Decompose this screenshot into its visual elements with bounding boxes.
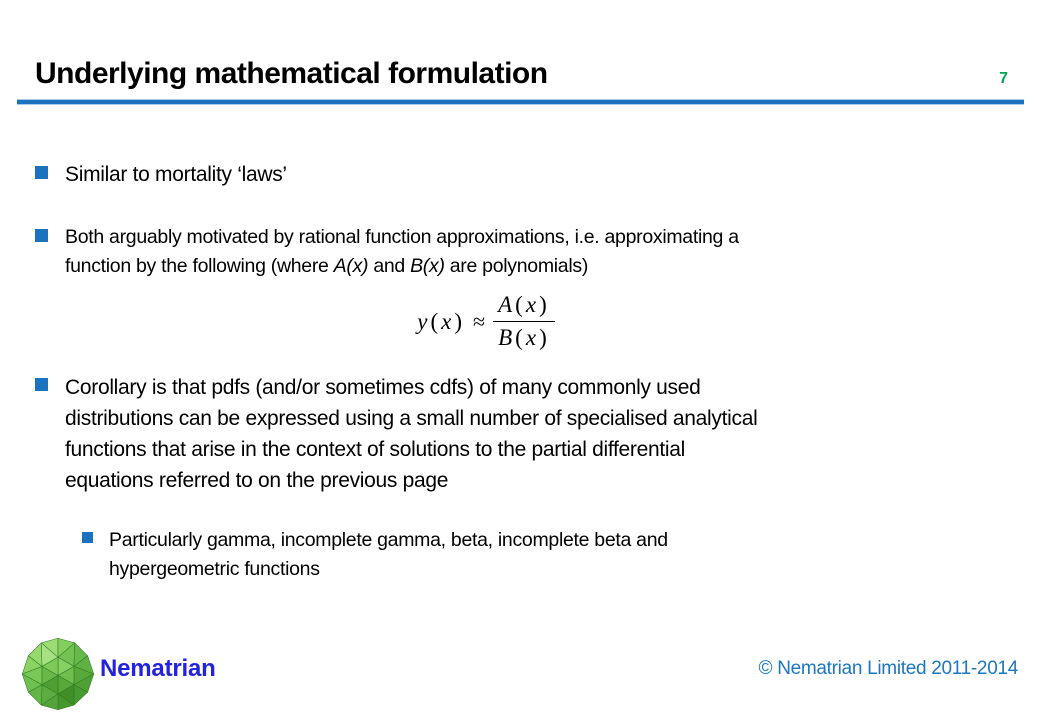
bullet-text — [65, 372, 757, 496]
paren-open: ( — [515, 325, 523, 350]
text-run: are polynomials) — [444, 255, 589, 277]
bullet-text — [109, 526, 668, 584]
bullet-rational-function-approximations — [35, 223, 739, 281]
bullet-text: Similar to mortality ‘laws’ — [65, 163, 287, 186]
nematrian-polyhedron-logo — [20, 636, 96, 712]
fraction-denominator — [493, 322, 555, 352]
bullet-line: Corollary is that pdfs (and/or sometimes cdfs) of many commonly used — [65, 376, 701, 399]
bullet-square-icon — [82, 532, 93, 543]
math-var-x: x — [441, 308, 452, 334]
math-var-x: x — [525, 325, 537, 350]
bullet-square-icon — [35, 166, 48, 179]
bullet-line: functions that arise in the context of solutions to the partial differential — [65, 438, 686, 461]
paren-open: ( — [430, 308, 439, 334]
bullet-text — [65, 223, 739, 281]
bullet-line: hypergeometric functions — [109, 558, 320, 580]
copyright-notice: © Nematrian Limited 2011-2014 — [758, 658, 1018, 679]
text-run: and — [368, 255, 411, 277]
brand-wordmark: Nematrian — [100, 655, 216, 682]
paren-close: ) — [539, 325, 547, 350]
bullet-square-icon — [35, 229, 48, 242]
fraction-numerator — [493, 291, 555, 322]
bullet-line: Particularly gamma, incomplete gamma, beta, incomplete beta and — [109, 529, 668, 551]
bullet-line — [65, 252, 739, 281]
formula-block — [0, 291, 1040, 352]
sub-bullet-special-functions — [82, 526, 668, 584]
page-number: 7 — [999, 70, 1008, 87]
bullet-similar-to-mortality-laws — [35, 160, 287, 190]
paren-open: ( — [515, 292, 523, 317]
title-underline-rule — [17, 99, 1024, 105]
paren-close: ) — [539, 292, 547, 317]
bullet-line: equations referred to on the previous page — [65, 469, 449, 492]
formula-lhs — [417, 309, 465, 335]
math-var-x: x — [525, 292, 537, 317]
bullet-corollary-pdfs-cdfs — [35, 372, 757, 496]
bullet-line: Both arguably motivated by rational function approximations, i.e. approximating a — [65, 226, 739, 248]
bullet-line: distributions can be expressed using a small number of specialised analytical — [65, 407, 758, 430]
math-var-a: A — [498, 292, 513, 317]
paren-close: ) — [454, 308, 463, 334]
fraction — [493, 291, 555, 352]
formula-rational-approximation — [417, 291, 554, 352]
bullet-square-icon — [35, 378, 48, 391]
math-var-y: y — [417, 308, 428, 334]
text-run: function by the following (where — [65, 255, 334, 277]
math-var-a-of-x: A(x) — [333, 255, 369, 277]
math-var-b: B — [498, 325, 513, 350]
math-var-b-of-x: B(x) — [410, 255, 445, 277]
approx-symbol: ≈ — [473, 308, 486, 334]
slide-title: Underlying mathematical formulation — [35, 57, 548, 90]
